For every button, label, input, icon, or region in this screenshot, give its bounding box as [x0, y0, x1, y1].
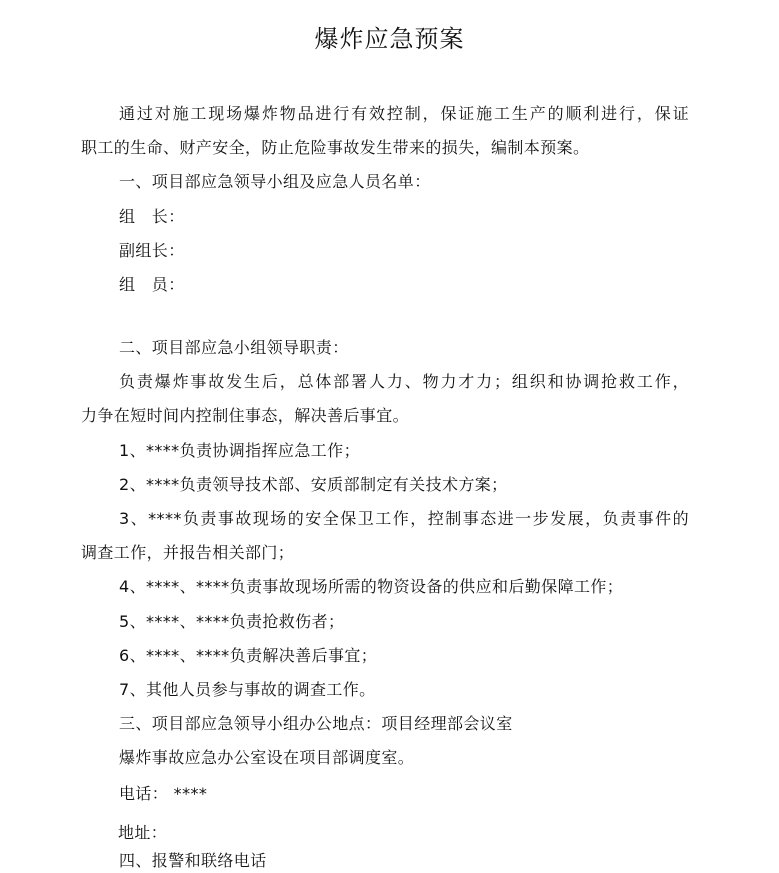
section-2-heading: 二、项目部应急小组领导职责：: [119, 338, 349, 357]
duty-item-4: 4、****、****负责事故现场所需的物资设备的供应和后勤保障工作；: [119, 577, 624, 596]
deputy-label: 副组长：: [119, 241, 185, 260]
duty-line-1: 负责爆炸事故发生后，总体部署人力、物力才力；组织和协调抢救工作，: [119, 372, 689, 391]
duty-line-2: 力争在短时间内控制住事态，解决善后事宜。: [81, 406, 410, 425]
duty-item-2: 2、****负责领导技术部、安质部制定有关技术方案；: [119, 475, 508, 494]
address-line: 地址：: [118, 823, 168, 842]
duty-item-3-line-1: 3、****负责事故现场的安全保卫工作，控制事态进一步发展，负责事件的: [119, 509, 689, 528]
intro-line-1: 通过对施工现场爆炸物品进行有效控制，保证施工生产的顺利进行，保证: [119, 104, 689, 123]
intro-line-2: 职工的生命、财产安全，防止危险事故发生带来的损失，编制本预案。: [81, 138, 590, 157]
section-1-heading: 一、项目部应急领导小组及应急人员名单：: [119, 172, 431, 191]
section-3-heading: 三、项目部应急领导小组办公地点：项目经理部会议室: [119, 714, 513, 733]
duty-item-1: 1、****负责协调指挥应急工作；: [119, 441, 360, 460]
phone-line: 电话： ****: [119, 784, 208, 803]
duty-item-6: 6、****、****负责解决善后事宜；: [119, 646, 378, 665]
duty-item-3-line-2: 调查工作，并报告相关部门；: [81, 543, 295, 562]
section-4-heading: 四、报警和联络电话: [119, 851, 267, 870]
member-label: 组 员：: [119, 275, 185, 294]
duty-item-5: 5、****、****负责抢救伤者；: [119, 612, 345, 631]
office-location-line: 爆炸事故应急办公室设在项目部调度室。: [119, 748, 415, 767]
duty-item-7: 7、其他人员参与事故的调查工作。: [119, 680, 376, 699]
leader-label: 组 长：: [119, 207, 185, 226]
document-title: 爆炸应急预案: [314, 25, 465, 53]
